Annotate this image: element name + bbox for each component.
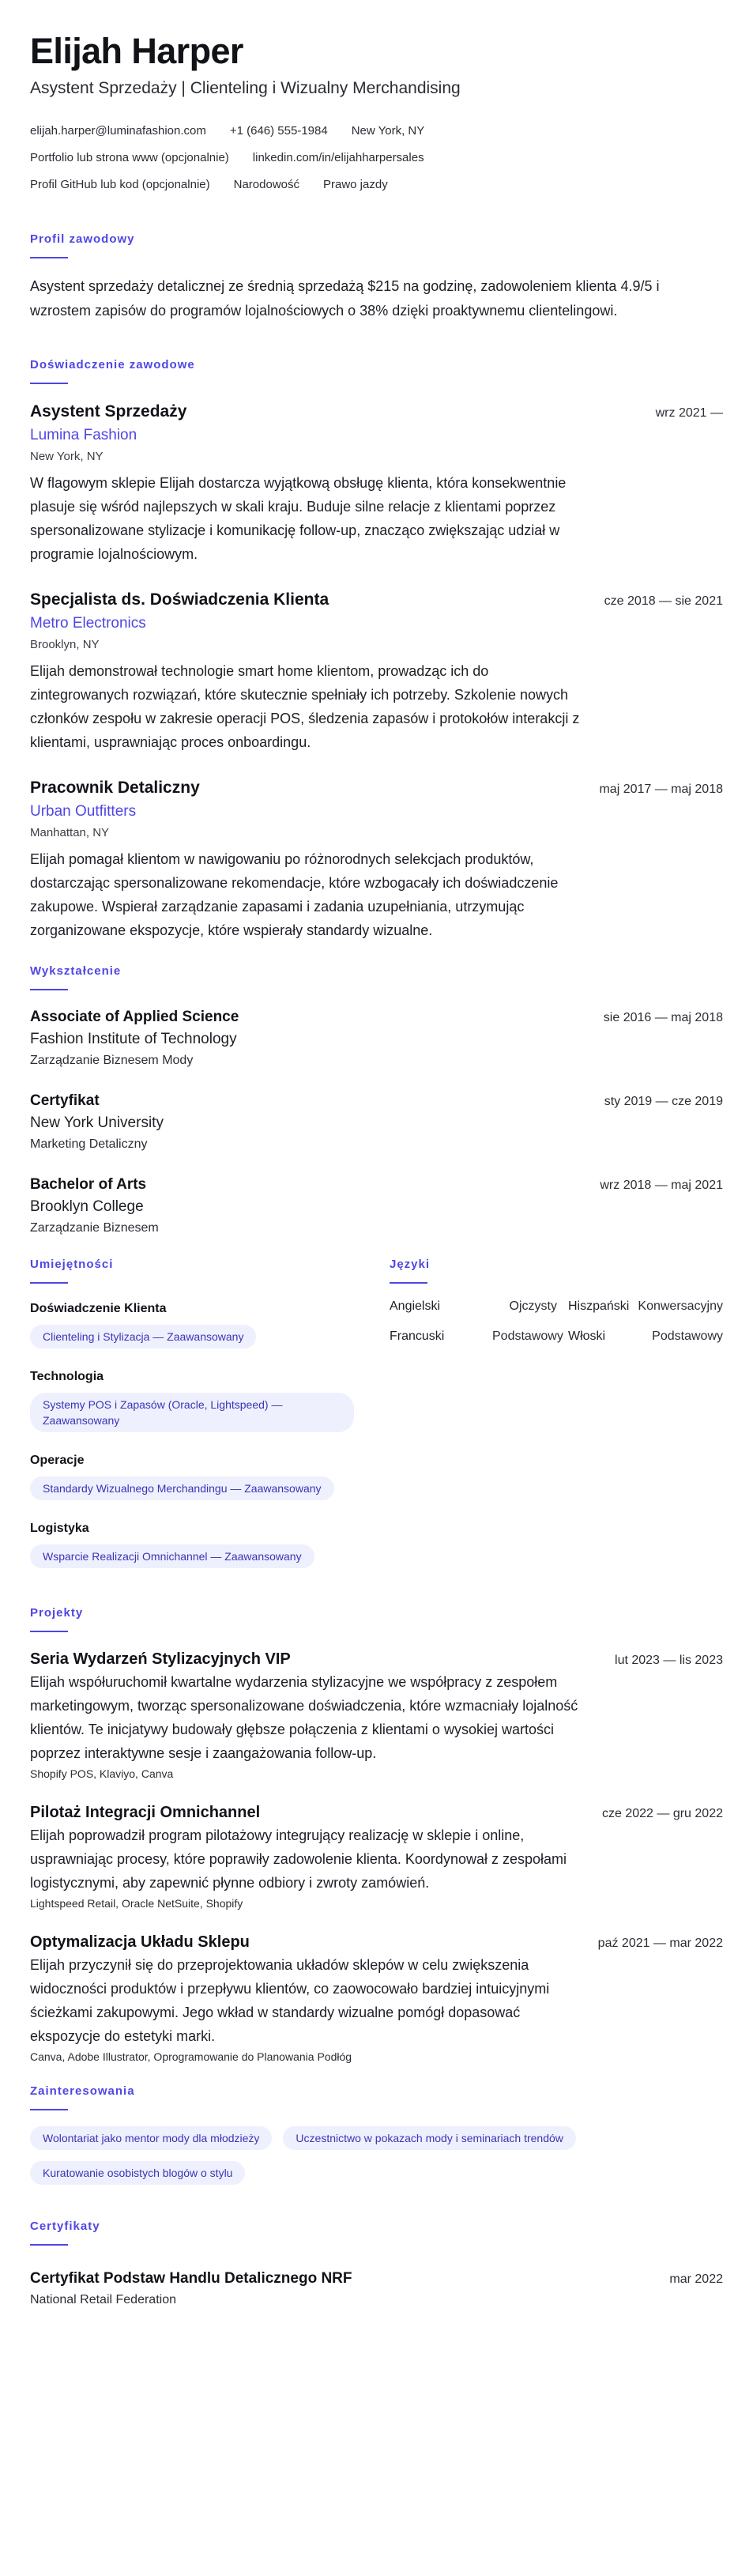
language-name: Angielski	[390, 1299, 441, 1313]
degree: Associate of Applied Science	[30, 1009, 239, 1025]
education-entry	[30, 1006, 723, 1071]
certificate-entry	[30, 2268, 723, 2310]
language-level: Podstawowy	[652, 1329, 723, 1343]
section-title: Wykształcenie	[30, 964, 122, 978]
skill-category: Logistyka	[30, 1522, 89, 1535]
skill-chip: Clienteling i Stylizacja — Zaawansowany	[30, 1325, 256, 1348]
skills-languages-row	[30, 1258, 723, 1586]
experience-entry	[30, 400, 723, 566]
field-of-study: Marketing Detaliczny	[30, 1137, 148, 1151]
job-description: Elijah demonstrował technologie smart home klientom, prowadząc ich do zintegrowanych rozwiązań, które skutecznie spełniały ich potrzeby. Szkolenie nowych członków zespołu w zakresie operacji POS, śledzenia zapasów i protokołów interakcji z klientami, usprawniając proces onboardingu.	[30, 663, 580, 750]
contact-location: New York, NY	[351, 123, 425, 138]
section-divider	[30, 2244, 68, 2246]
job-date: cze 2018 — sie 2021	[604, 594, 723, 608]
contact-email[interactable]: elijah.harper@luminafashion.com	[30, 123, 206, 138]
skill-category: Operacje	[30, 1454, 85, 1467]
project-name: Pilotaż Integracji Omnichannel	[30, 1804, 261, 1821]
institution: New York University	[30, 1115, 164, 1131]
project-description: Elijah przyczynił się do przeprojektowania układów sklepów w celu zwiększenia widoczności produktów i przepływu klientów, co zaowocowało bardziej intuicyjnymi ścieżkami zakupowymi. Jego wkład w standardy wizualne pomógł dopasować ekspozycje do estetyki marki.	[30, 1957, 550, 2044]
project-description: Elijah poprowadził program pilotażowy integrujący realizację w sklepie i online, usprawniając procesy, które poprawiły zadowolenie klienta. Koordynował z zespołami logistycznymi, aby zapewnić płynne odbiory i zwroty zamówień.	[30, 1827, 567, 1891]
contact-info	[30, 117, 723, 198]
company-name: Metro Electronics	[30, 615, 146, 632]
education-section	[30, 964, 723, 1239]
education-date: wrz 2018 — maj 2021	[600, 1179, 723, 1192]
languages-section	[390, 1258, 723, 1586]
degree: Certyfikat	[30, 1092, 100, 1109]
job-date: maj 2017 — maj 2018	[599, 783, 723, 796]
section-divider	[30, 989, 68, 990]
project-name: Seria Wydarzeń Stylizacyjnych VIP	[30, 1650, 291, 1668]
skill-chip: Standardy Wizualnego Merchandingu — Zaawansowany	[30, 1477, 334, 1500]
project-tech: Lightspeed Retail, Oracle NetSuite, Shopify	[30, 1897, 243, 1910]
section-title: Projekty	[30, 1606, 84, 1620]
project-entry	[30, 1648, 723, 1782]
projects-section	[30, 1606, 723, 2065]
contact-linkedin[interactable]: linkedin.com/in/elijahharpersales	[252, 150, 424, 164]
project-description: Elijah współuruchomił kwartalne wydarzenia stylizacyjne we współpracy z zespołem marketingowym, tworząc spersonalizowane doświadczenia, które wzmacniały lojalność klientów. Te inicjatywy budowały głębsze połączenia z klientami o wysokiej wartości poprzez interaktywne sesje i zaangażowania follow-up.	[30, 1674, 578, 1761]
profile-section	[30, 232, 723, 323]
company-name: Lumina Fashion	[30, 427, 137, 443]
interest-chip: Kuratowanie osobistych blogów o stylu	[30, 2161, 245, 2185]
interest-chip: Uczestnictwo w pokazach mody i seminariach trendów	[283, 2126, 575, 2150]
project-entry	[30, 1931, 723, 2065]
languages-grid	[390, 1299, 723, 1344]
certificate-date: mar 2022	[669, 2272, 723, 2286]
degree: Bachelor of Arts	[30, 1176, 147, 1193]
education-date: sty 2019 — cze 2019	[604, 1095, 723, 1108]
header	[30, 30, 723, 198]
job-title: Asystent Sprzedaży	[30, 402, 187, 421]
language-name: Hiszpański	[568, 1299, 630, 1313]
job-location: Brooklyn, NY	[30, 638, 100, 651]
section-title: Umiejętności	[30, 1258, 114, 1271]
section-divider	[30, 1631, 68, 1632]
institution: Brooklyn College	[30, 1198, 144, 1215]
section-title: Doświadczenie zawodowe	[30, 358, 195, 372]
project-date: paź 2021 — mar 2022	[597, 1937, 723, 1950]
section-divider	[390, 1282, 427, 1284]
field-of-study: Zarządzanie Biznesem Mody	[30, 1054, 194, 1067]
project-tech: Canva, Adobe Illustrator, Oprogramowanie do Planowania Podłóg	[30, 2050, 352, 2063]
education-entry	[30, 1174, 723, 1239]
interest-chips	[30, 2126, 723, 2185]
project-tech: Shopify POS, Klaviyo, Canva	[30, 1767, 174, 1780]
project-entry	[30, 1801, 723, 1912]
section-title: Certyfikaty	[30, 2220, 100, 2233]
job-title: Pracownik Detaliczny	[30, 779, 200, 797]
section-divider	[30, 257, 68, 258]
candidate-title: Asystent Sprzedaży | Clienteling i Wizualny Merchandising	[30, 79, 461, 97]
job-description: Elijah pomagał klientom w nawigowaniu po różnorodnych selekcjach produktów, dostarczając spersonalizowane rekomendacje, które wzbogacały ich doświadczenie zakupowe. Wspierał zarządzanie zapasami i zadania uzupełniania, utrzymując zorganizowane ekspozycje, które wspierały standardy wizualne.	[30, 851, 559, 938]
experience-entry	[30, 588, 723, 754]
education-date: sie 2016 — maj 2018	[603, 1011, 723, 1024]
job-date: wrz 2021 —	[655, 406, 723, 420]
project-name: Optymalizacja Układu Sklepu	[30, 1933, 250, 1951]
language-level: Podstawowy	[492, 1329, 563, 1343]
job-title: Specjalista ds. Doświadczenia Klienta	[30, 590, 329, 609]
certificate-issuer: National Retail Federation	[30, 2293, 176, 2306]
certificate-name: Certyfikat Podstaw Handlu Detalicznego NRF	[30, 2270, 352, 2287]
interest-chip: Wolontariat jako mentor mody dla młodzieży	[30, 2126, 272, 2150]
section-divider	[30, 383, 68, 384]
section-divider	[30, 2109, 68, 2110]
field-of-study: Zarządzanie Biznesem	[30, 1221, 159, 1235]
contact-phone[interactable]: +1 (646) 555-1984	[229, 123, 328, 138]
certificates-section	[30, 2220, 723, 2310]
job-location: Manhattan, NY	[30, 826, 110, 839]
contact-github[interactable]: Profil GitHub lub kod (opcjonalnie)	[30, 177, 210, 191]
skill-category: Doświadczenie Klienta	[30, 1302, 167, 1315]
contact-license: Prawo jazdy	[323, 177, 388, 191]
section-title: Profil zawodowy	[30, 232, 135, 246]
job-description: W flagowym sklepie Elijah dostarcza wyjątkową obsługę klienta, która konsekwentnie plasuje się wśród najlepszych w skali kraju. Buduje silne relacje z klientami poprzez spersonalizowane stylizacje i komunikację follow-up, znacząco zwiększając udział w programie lojalnościowym.	[30, 475, 567, 562]
project-date: cze 2022 — gru 2022	[602, 1807, 723, 1820]
candidate-name: Elijah Harper	[30, 31, 243, 71]
language-level: Ojczysty	[509, 1299, 557, 1313]
section-title: Języki	[390, 1258, 431, 1271]
skill-chip: Systemy POS i Zapasów (Oracle, Lightspeed) — Zaawansowany	[30, 1393, 354, 1432]
skill-category: Technologia	[30, 1370, 104, 1383]
education-entry	[30, 1090, 723, 1155]
language-name: Francuski	[390, 1329, 445, 1343]
language-level: Konwersacyjny	[638, 1299, 723, 1313]
skills-section	[30, 1258, 390, 1586]
institution: Fashion Institute of Technology	[30, 1031, 237, 1047]
language-name: Włoski	[568, 1329, 606, 1343]
experience-entry	[30, 776, 723, 942]
experience-section	[30, 358, 723, 942]
interests-section	[30, 2084, 723, 2185]
profile-summary: Asystent sprzedaży detalicznej ze średnią sprzedażą $215 na godzinę, zadowoleniem klienta 4.9/5 i wzrostem zapisów do programów lojalnościowych o 38% dzięki proaktywnemu clientelingowi.	[30, 278, 660, 319]
contact-portfolio[interactable]: Portfolio lub strona www (opcjonalnie)	[30, 150, 229, 164]
project-date: lut 2023 — lis 2023	[615, 1654, 723, 1667]
company-name: Urban Outfitters	[30, 803, 137, 820]
section-title: Zainteresowania	[30, 2084, 135, 2098]
job-location: New York, NY	[30, 450, 104, 463]
contact-nationality: Narodowość	[233, 177, 299, 191]
section-divider	[30, 1282, 68, 1284]
skill-chip: Wsparcie Realizacji Omnichannel — Zaawansowany	[30, 1544, 314, 1568]
